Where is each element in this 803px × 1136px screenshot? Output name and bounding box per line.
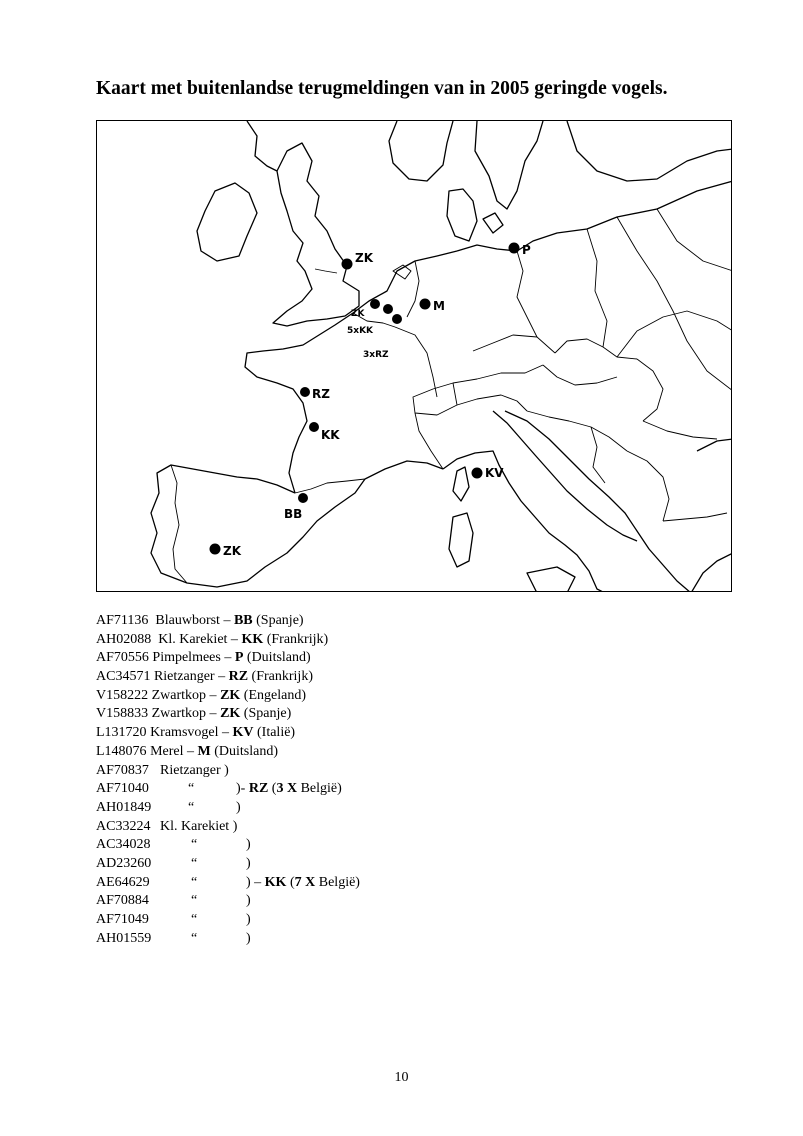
label-rz-frankrijk: RZ xyxy=(312,387,330,401)
sicily-outline xyxy=(527,567,575,592)
list-item: AF71040 “ )- RZ (3 X België) xyxy=(96,781,342,797)
border-at-hu xyxy=(543,365,617,385)
netherlands-waters xyxy=(393,265,411,279)
marker-zk-spanje xyxy=(210,544,221,555)
page-number: 10 xyxy=(394,1070,409,1085)
italy-east-coast xyxy=(493,411,637,541)
border-balkan-1 xyxy=(527,411,627,451)
marker-kv-italie xyxy=(472,468,483,479)
recovery-list xyxy=(96,612,596,948)
label-m-duitsland: M xyxy=(433,299,445,313)
sardinia-outline xyxy=(449,513,473,567)
continent-coast xyxy=(245,251,457,493)
europe-map-drawing xyxy=(97,121,732,592)
border-it-at xyxy=(457,395,527,411)
adriatic-coast xyxy=(505,411,691,592)
label-zk-belgie: ZK xyxy=(351,309,365,319)
list-item: AF70837 Rietzanger ) xyxy=(96,762,229,778)
list-item: V158833 Zwartkop – ZK (Spanje) xyxy=(96,706,292,722)
border-de-cz xyxy=(473,335,555,353)
border-es-pt xyxy=(171,465,187,583)
ireland-outline xyxy=(197,183,257,261)
label-kk-belgie: 5xKK xyxy=(347,326,374,336)
list-item: AF71049 “ ) xyxy=(96,912,251,927)
label-zk-engeland: ZK xyxy=(355,251,373,265)
label-bb-spanje: BB xyxy=(284,507,303,521)
greece-coast xyxy=(691,553,732,592)
border-east-2 xyxy=(657,209,732,271)
label-zk-spanje: ZK xyxy=(223,544,241,558)
iberia-outline xyxy=(151,465,365,587)
marker-zk-belgie xyxy=(370,299,380,309)
label-kk-frankrijk: KK xyxy=(321,428,340,442)
list-item: AE64629 “ ) – KK (7 X België) xyxy=(96,874,360,890)
norway-coast xyxy=(389,121,453,181)
marker-p-duitsland xyxy=(509,243,520,254)
marker-bb-spanje xyxy=(298,493,308,503)
finland-coast xyxy=(567,121,732,181)
border-east-3 xyxy=(617,311,732,357)
label-rz-belgie: 3xRZ xyxy=(363,350,389,360)
label-kv-italie: KV xyxy=(485,466,504,480)
list-item: V158222 Zwartkop – ZK (Engeland) xyxy=(96,687,306,703)
marker-zk-engeland xyxy=(342,259,353,270)
border-pl-east xyxy=(587,229,607,347)
border-fr-es xyxy=(295,479,365,493)
border-cz-sk xyxy=(555,339,637,359)
denmark-islands xyxy=(483,213,503,233)
mediterranean-coast-france xyxy=(365,461,443,479)
black-sea-coast xyxy=(697,439,732,451)
page-title: Kaart met buitenlandse terugmeldingen van in 2005 geringde vogels. xyxy=(96,78,668,99)
border-balkan-3 xyxy=(627,451,669,521)
list-item: AC34028 “ ) xyxy=(96,837,251,853)
list-item: AF70884 “ ) xyxy=(96,893,251,909)
list-item: AF70556 Pimpelmees – P (Duitsland) xyxy=(96,650,311,666)
marker-rz-belgie xyxy=(392,314,402,324)
sweden-coast xyxy=(475,121,543,209)
border-de-pl xyxy=(517,251,537,337)
marker-m-duitsland xyxy=(420,299,431,310)
list-item: L148076 Merel – M (Duitsland) xyxy=(96,743,278,759)
list-item: AH01559 “ ) xyxy=(96,930,251,946)
border-ro-bg xyxy=(643,421,717,439)
corsica-outline xyxy=(453,467,469,501)
italy-outline xyxy=(443,451,605,592)
border-bg-gr xyxy=(663,513,727,521)
list-item: AF71136 Blauwborst – BB (Spanje) xyxy=(96,613,304,628)
border-east-1 xyxy=(617,217,732,391)
list-item: AD23260 “ ) xyxy=(96,855,251,871)
baltic-coast xyxy=(457,181,732,251)
scotland-coast xyxy=(247,121,277,171)
list-item: AH01849 “ ) xyxy=(96,799,241,815)
list-item: AC33224 Kl. Karekiet ) xyxy=(96,818,238,834)
border-hu-ro xyxy=(637,359,663,421)
border-de-at xyxy=(453,365,543,383)
list-item: AH02088 Kl. Karekiet – KK (Frankrijk) xyxy=(96,631,329,647)
denmark-outline xyxy=(447,189,477,241)
border-fr-de xyxy=(395,327,437,397)
marker-kk-belgie xyxy=(383,304,393,314)
europe-map xyxy=(96,120,732,592)
marker-rz-frankrijk xyxy=(300,387,310,397)
great-britain-outline xyxy=(273,143,359,326)
river-thames xyxy=(315,269,337,273)
border-balkan-2 xyxy=(591,427,605,483)
label-p-duitsland: P xyxy=(522,243,531,257)
list-item: L131720 Kramsvogel – KV (Italië) xyxy=(96,725,296,741)
border-fr-it xyxy=(415,413,443,469)
marker-kk-frankrijk xyxy=(309,422,319,432)
list-item: AC34571 Rietzanger – RZ (Frankrijk) xyxy=(96,669,313,685)
